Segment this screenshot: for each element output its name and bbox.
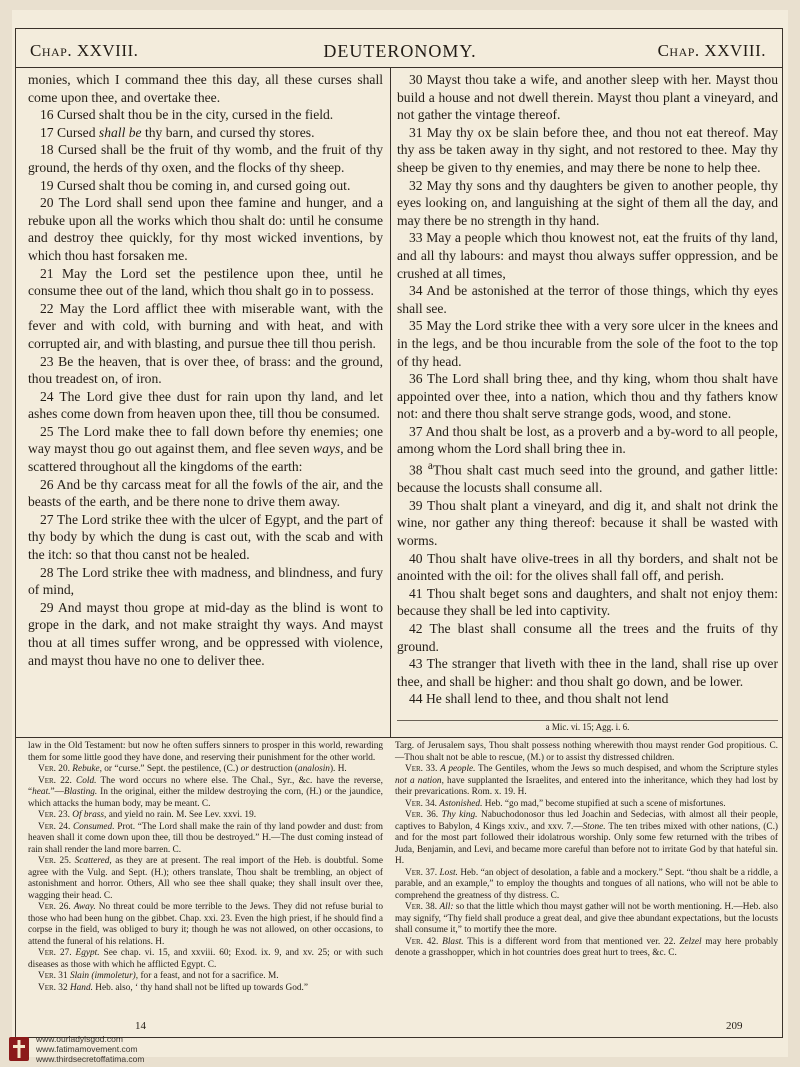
verse: 20 The Lord shall send upon thee famine and hunger, and a rebuke upon all the works which thou shalt do: until he consume and destroy thee quickly, for thy most wicked inventions, by which thou hast forsaken me. xyxy=(28,195,383,263)
commentary-note: Ver. 32 Hand. Heb. also, ‘ thy hand shall not be lifted up towards God.” xyxy=(38,982,308,993)
verse: 19 Cursed shalt thou be coming in, and cursed going out. xyxy=(40,177,351,193)
commentary-note: Ver. 36. Thy king. Nabuchodonosor thus led Joachin and Sedecias, with almost all their people, captives to Babylon, 4 Kings xxiv., and xxv. 7.—Stone. The ten tribes mixed with other nations, (C.) and for the most part followed their idolatrous worship. Only some few returned with the tribes of Juda, Benjamin, and Levi, and became more careful than before not to irritate God by that hateful sin. H. xyxy=(395,810,778,866)
cross-reference-footnote: a Mic. vi. 15; Agg. i. 6. xyxy=(397,720,778,732)
verse: 17 Cursed shall be thy barn, and cursed thy stores. xyxy=(40,124,315,140)
cross-shield-logo-icon xyxy=(8,1036,30,1062)
verse: 44 He shall lend to thee, and thou shalt not lend xyxy=(409,691,669,707)
column-divider xyxy=(390,68,391,738)
verse: 22 May the Lord afflict thee with miserable want, with the fever and with cold, with burning and with heat, and with corrupted air, and with blasting, and pursue thee till thou perish. xyxy=(28,300,383,351)
verse: 34 And be astonished at the terror of those things, which thy eyes shall see. xyxy=(397,283,778,316)
verse: 40 Thou shalt have olive-trees in all thy borders, and shalt not be anointed with the oil: for the olives shall fall off, and perish. xyxy=(397,550,778,584)
commentary-note: Ver. 22. Cold. The word occurs no where else. The Chal., Syr., &c. have the reverse, “heat.”—Blasting. In the original, either the mildew destroying the corn, (H.) or the jaundice, which attacks the human body, may be meant. C. xyxy=(28,775,383,809)
watermark-url-2[interactable]: www.fatimamovement.com xyxy=(36,1044,138,1054)
header-rule xyxy=(15,67,783,68)
verse: 29 And mayst thou grope at mid-day as the blind is wont to grope in the dark, and not make straight thy ways. And mayst thou at all times suffer wrong, and be oppressed with violence, and mayst thou have no one to deliver thee. xyxy=(28,599,383,668)
right-text-column xyxy=(397,71,778,708)
commentary-note: Ver. 42. Blast. This is a different word from that mentioned ver. 22. Zelzel may here probably denote a grasshopper, which in hot countries does great hurt to trees, &c. C. xyxy=(395,936,778,958)
verse: 35 May the Lord strike thee with a very sore ulcer in the knees and in the legs, and be thou incurable from the sole of the foot to the top of thy head. xyxy=(397,318,778,369)
commentary-note: Ver. 20. Rebuke, or “curse.” Sept. the pestilence, (C.) or destruction (analosin). H. xyxy=(38,764,347,774)
commentary-note: Ver. 38. All: so that the little which thou mayst gather will not be worth mentioning. H.—Heb. also may signify, “Thy field shall produce a great deal, and give thee abundant expectations, but the locusts shall consume it,” to mortify thee the more. xyxy=(395,902,778,935)
verse: 43 The stranger that liveth with thee in the land, shall rise up over thee, and shall be higher: and thou shalt go down, and be lower. xyxy=(397,656,778,689)
page-number-right: 209 xyxy=(726,1020,743,1032)
verse: 30 Mayst thou take a wife, and another sleep with her. Mayst thou build a house and not dwell therein. Mayst thou plant a vineyard, and not gather the vintage thereof. xyxy=(397,72,778,123)
commentary-note: Ver. 26. Away. No threat could be more terrible to the Jews. They did not refuse burial to those who had been hung on the gibbet. Chap. xxi. 23. Even the high priest, if he should find a corpse in the field, was obliged to bury it; though he was not allowed, on other occasions, to attend the funeral of his relations. H. xyxy=(28,902,383,947)
verse: 26 And be thy carcass meat for all the fowls of the air, and the beasts of the earth, and be there none to drive them away. xyxy=(28,476,383,510)
verse: 36 The Lord shall bring thee, and thy king, whom thou shalt have appointed over thee, into a nation, which thou and thy fathers know not: and there thou shalt serve strange gods, wood, and stone. xyxy=(397,371,778,422)
verse: 21 May the Lord set the pestilence upon thee, until he consume thee out of the land, which thou shalt go in to possess. xyxy=(28,265,383,299)
commentary-note: Ver. 23. Of brass, and yield no rain. M. See Lev. xxvi. 19. xyxy=(38,810,257,820)
chapter-heading-left: Chap. XXVIII. xyxy=(30,41,139,60)
commentary-note: Ver. 34. Astonished. Heb. “go mad,” become stupified at such a scene of misfortunes. xyxy=(405,798,726,809)
verse: 25 The Lord make thee to fall down before thy enemies; one way mayst thou go out against them, and flee seven ways, and be scattered throughout all the kingdoms of the earth: xyxy=(28,423,383,475)
verse: 33 May a people which thou knowest not, eat the fruits of thy land, and all thy labours: and mayst thou always suffer oppression, and be crushed at all times, xyxy=(397,230,778,281)
watermark-url-3[interactable]: www.thirdsecretoffatima.com xyxy=(36,1054,145,1064)
commentary-note: Ver. 27. Egypt. See chap. vi. 15, and xxviii. 60; Exod. ix. 9, and xv. 25; or with such diseases as those with which he afflicted Egypt. C. xyxy=(28,948,383,970)
verse: 23 Be the heaven, that is over thee, of brass: and the ground, thou treadest on, of iron. xyxy=(28,353,383,387)
verse: 42 The blast shall consume all the trees and the fruits of thy ground. xyxy=(397,620,778,654)
verse: 18 Cursed shall be the fruit of thy womb, and the fruit of thy ground, the herds of thy oxen, and the flocks of thy sheep. xyxy=(28,142,383,175)
running-title: DEUTERONOMY. xyxy=(323,41,477,61)
verse: 27 The Lord strike thee with the ulcer of Egypt, and the part of thy body by which the dung is cast out, with the scab and with the itch: so that thou canst not be healed. xyxy=(28,511,383,563)
commentary-note: Targ. of Jerusalem says, Thou shalt possess nothing wherewith thou mayst render God propitious. C.—Thou shalt not be able to rescue, (M.) or to assist thy distressed children. xyxy=(395,741,778,763)
verse: 38 $^a$Thou shalt cast much seed into the ground, and gather little: because the locusts shall consume all. xyxy=(397,460,778,496)
verse: monies, which I command thee this day, all these curses shall come upon thee, and overtake thee. xyxy=(28,72,383,105)
verse: 28 The Lord strike thee with madness, and blindness, and fury of mind, xyxy=(28,564,383,598)
verse: 16 Cursed shalt thou be in the city, cursed in the field. xyxy=(40,107,334,123)
page-number-left: 14 xyxy=(135,1020,146,1032)
commentary-note: law in the Old Testament: but now he often suffers sinners to prosper in this world, rewarding them for some little good they have done, and reserving their punishment for the other world. xyxy=(28,741,383,763)
commentary-left xyxy=(28,741,383,994)
verse: 24 The Lord give thee dust for rain upon thy land, and let ashes come down from heaven upon thee, till thou be consumed. xyxy=(28,388,383,422)
commentary-note: Ver. 24. Consumed. Prot. “The Lord shall make the rain of thy land powder and dust: from heaven shall it come down upon thee, till thou be destroyed.” H.—The dust coming instead of rain shall render the land more barren. C. xyxy=(28,821,383,855)
verse: 39 Thou shalt plant a vineyard, and dig it, and shalt not drink the wine, nor gather any thing thereof: because it shall be wasted with worms. xyxy=(397,497,778,548)
commentary-note: Ver. 31 Slain (immoletur), for a feast, and not for a sacrifice. M. xyxy=(38,971,279,981)
verse: 31 May thy ox be slain before thee, and thou not eat thereof. May thy ass be taken away in thy sight, and not restored to thee. May thy sheep be given to thy enemies, and may there be none to help thee. xyxy=(397,124,778,175)
verse: 41 Thou shalt beget sons and daughters, and shalt not enjoy them: because they shall be led into captivity. xyxy=(397,585,778,619)
commentary-note: Ver. 33. A people. The Gentiles, whom the Jews so much despised, and whom the Scripture styles not a nation, have supplanted the Israelites, and entered into the inheritance, which they had lost by their prevarications. Rom. x. 19. H. xyxy=(395,764,779,797)
left-text-column xyxy=(28,71,383,669)
verse: 37 And thou shalt be lost, as a proverb and a by-word to all people, among whom the Lord shall bring thee in. xyxy=(397,423,778,457)
commentary-note: Ver. 25. Scattered, as they are at present. The real import of the Heb. is doubtful. Some agree with the Vulg. and Sept. (H.); others translate, Thou shalt be trembling, an object of astonishment and horror. Others, All who see thee shall quake; they shall insult over thee, wagging their head. C. xyxy=(28,856,383,901)
notes-divider xyxy=(15,737,783,738)
chapter-heading-right: Chap. XXVIII. xyxy=(657,41,766,60)
commentary-right xyxy=(395,741,778,960)
watermark-url-1[interactable]: www.ourladyisgod.com xyxy=(36,1034,123,1044)
verse: 32 May thy sons and thy daughters be given to another people, thy eyes looking on, and languishing at the sight of them all the day, and may there be no strength in thy hand. xyxy=(397,177,778,228)
commentary-note: Ver. 37. Lost. Heb. “an object of desolation, a fable and a mockery.” Sept. “thou shalt be a riddle, a parable, and an example,” to employ the thoughts and tongues of all nations, who will not be able to comprehend the greatness of thy distress. C. xyxy=(395,867,778,901)
